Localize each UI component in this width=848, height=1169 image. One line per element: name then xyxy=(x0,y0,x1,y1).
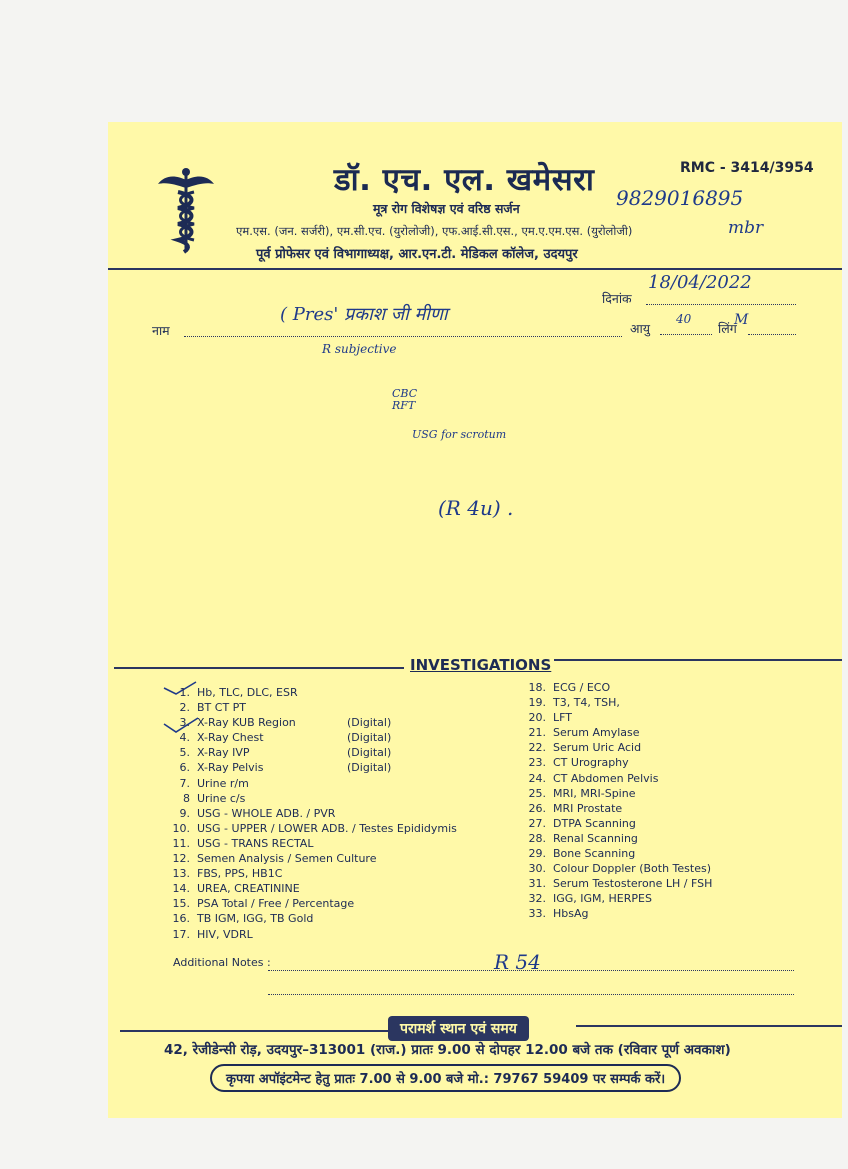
investigation-number: 8 xyxy=(183,791,190,805)
investigation-label: Urine c/s xyxy=(197,791,246,805)
appointment-note: कृपया अपॉइंटमेन्ट हेतु प्रातः 7.00 से 9.00 बजे मो.: 79767 59409 पर सम्पर्क करें। xyxy=(210,1064,681,1092)
investigation-label: X-Ray Pelvis xyxy=(197,761,264,775)
investigation-label: Colour Doppler (Both Testes) xyxy=(553,862,711,876)
doctor-former-post: पूर्व प्रोफेसर एवं विभागाध्यक्ष, आर.एन.टी. मेडिकल कॉलेज, उदयपुर xyxy=(256,247,578,262)
investigation-label: Serum Uric Acid xyxy=(553,741,642,755)
additional-notes-handwritten: R 54 xyxy=(494,950,541,974)
investigation-digital-tag: (Digital) xyxy=(347,731,392,745)
investigation-number: 25. xyxy=(528,786,546,800)
investigation-label: MRI Prostate xyxy=(553,801,623,815)
investigation-number: 33. xyxy=(528,907,546,921)
investigation-label: USG - TRANS RECTAL xyxy=(197,836,314,850)
handwritten-note-1: R subjective xyxy=(322,342,397,356)
investigation-label: X-Ray IVP xyxy=(197,746,250,760)
investigation-label: X-Ray Chest xyxy=(197,731,264,745)
investigations-title: INVESTIGATIONS xyxy=(410,656,552,674)
additional-notes-label: Additional Notes : xyxy=(173,956,271,969)
investigation-item xyxy=(520,891,820,906)
investigation-label: MRI, MRI-Spine xyxy=(553,786,636,800)
sex-line xyxy=(748,334,796,335)
clinic-address: 42, रेजीडेन्सी रोड़, उदयपुर–313001 (राज.) प्रातः 9.00 से दोपहर 12.00 बजे तक (रविवार पूर्ण अवकाश) xyxy=(164,1042,731,1058)
investigation-number: 7. xyxy=(179,776,190,790)
footer-title: परामर्श स्थान एवं समय xyxy=(388,1016,529,1041)
investigation-number: 28. xyxy=(528,831,546,845)
investigation-item xyxy=(164,896,484,911)
investigation-item xyxy=(520,876,820,891)
investigation-item xyxy=(520,680,820,695)
handwritten-note-usg: USG for scrotum xyxy=(412,428,507,441)
investigation-number: 24. xyxy=(528,771,546,785)
patient-name: ( Pres' प्रकाश जी मीणा xyxy=(280,304,448,325)
footer-divider-left xyxy=(120,1030,388,1032)
header-divider xyxy=(108,268,842,270)
investigation-label: FBS, PPS, HB1C xyxy=(197,867,283,881)
investigation-item xyxy=(164,715,484,730)
investigation-number: 13. xyxy=(172,867,190,881)
investigation-number: 15. xyxy=(172,897,190,911)
handwritten-note-review: (R 4u) . xyxy=(438,496,514,520)
investigation-label: Serum Amylase xyxy=(553,726,640,740)
date-value: 18/04/2022 xyxy=(648,272,752,293)
investigation-number: 5. xyxy=(179,746,190,760)
investigation-item xyxy=(164,730,484,745)
investigations-left-column xyxy=(164,685,484,942)
investigation-number: 14. xyxy=(172,882,190,896)
investigation-label: Urine r/m xyxy=(197,776,249,790)
investigation-item xyxy=(164,806,484,821)
investigation-digital-tag: (Digital) xyxy=(347,746,392,760)
investigation-item xyxy=(520,740,820,755)
handwritten-note-rft: RFT xyxy=(392,399,416,412)
handwritten-phone: 9829016895 xyxy=(616,186,744,210)
investigation-number: 10. xyxy=(172,821,190,835)
investigation-number: 18. xyxy=(528,681,546,694)
investigation-number: 32. xyxy=(528,892,546,906)
investigation-item xyxy=(164,927,484,942)
doctor-degrees: एम.एस. (जन. सर्जरी), एम.सी.एच. (युरोलोजी), एफ.आई.सी.एस., एम.ए.एम.एस. (युरोलोजी) xyxy=(236,224,633,238)
investigation-item xyxy=(520,906,820,921)
investigation-label: Bone Scanning xyxy=(553,847,636,861)
investigation-number: 23. xyxy=(528,756,546,770)
investigation-number: 29. xyxy=(528,847,546,861)
investigation-item xyxy=(520,695,820,710)
handwritten-initials: mbr xyxy=(728,218,764,238)
investigation-number: 19. xyxy=(528,696,546,710)
investigation-item xyxy=(164,791,484,806)
investigation-number: 3. xyxy=(179,716,190,730)
patient-age: 40 xyxy=(676,312,692,326)
investigation-label: CT Urography xyxy=(553,756,629,770)
investigation-item xyxy=(164,685,484,700)
investigation-number: 26. xyxy=(528,801,546,815)
investigation-item xyxy=(520,771,820,786)
investigation-item xyxy=(520,861,820,876)
investigations-divider-left xyxy=(114,667,404,669)
investigation-item xyxy=(520,710,820,725)
investigation-item xyxy=(164,745,484,760)
handwritten-note-cbc: CBC xyxy=(392,387,418,400)
investigation-label: IGG, IGM, HERPES xyxy=(553,892,652,906)
date-label: दिनांक xyxy=(602,291,632,306)
doctor-specialty: मूत्र रोग विशेषज्ञ एवं वरिष्ठ सर्जन xyxy=(373,201,520,216)
investigation-number: 1. xyxy=(179,686,190,699)
investigation-item xyxy=(520,725,820,740)
investigation-label: HIV, VDRL xyxy=(197,927,253,941)
investigation-number: 27. xyxy=(528,816,546,830)
investigation-label: T3, T4, TSH, xyxy=(553,696,620,710)
prescription-sheet xyxy=(108,122,842,1118)
investigation-digital-tag: (Digital) xyxy=(347,716,392,730)
investigation-item xyxy=(520,786,820,801)
investigation-item xyxy=(164,776,484,791)
investigation-number: 11. xyxy=(172,836,190,850)
investigation-label: BT CT PT xyxy=(197,701,247,715)
date-line xyxy=(646,304,796,305)
handwritten-note-2 xyxy=(392,388,417,412)
investigation-item xyxy=(164,881,484,896)
investigation-label: Hb, TLC, DLC, ESR xyxy=(197,686,298,699)
investigation-number: 6. xyxy=(179,761,190,775)
investigation-item xyxy=(520,801,820,816)
investigation-number: 21. xyxy=(528,726,546,740)
investigation-label: Semen Analysis / Semen Culture xyxy=(197,852,377,866)
investigation-number: 9. xyxy=(179,806,190,820)
footer-divider-right xyxy=(576,1025,842,1027)
investigation-label: HbsAg xyxy=(553,907,589,921)
name-label: नाम xyxy=(152,323,170,338)
investigation-number: 20. xyxy=(528,711,546,725)
investigation-item xyxy=(164,700,484,715)
caduceus-logo xyxy=(156,166,216,256)
investigations-divider-right xyxy=(554,659,842,661)
additional-notes-line-2 xyxy=(268,994,794,995)
investigation-label: LFT xyxy=(553,711,572,725)
investigation-number: 22. xyxy=(528,741,546,755)
investigation-item xyxy=(164,836,484,851)
investigation-item xyxy=(164,911,484,926)
investigation-label: ECG / ECO xyxy=(553,681,611,694)
investigation-number: 30. xyxy=(528,862,546,876)
investigation-label: X-Ray KUB Region xyxy=(197,716,296,730)
registration-number: RMC - 3414/3954 xyxy=(680,160,814,176)
investigation-item xyxy=(164,866,484,881)
investigation-number: 12. xyxy=(172,852,190,866)
investigation-number: 16. xyxy=(172,912,190,926)
investigation-label: Serum Testosterone LH / FSH xyxy=(553,877,713,891)
investigation-label: TB IGM, IGG, TB Gold xyxy=(197,912,314,926)
investigation-item xyxy=(164,821,484,836)
investigations-right-column xyxy=(520,680,820,922)
investigation-label: UREA, CREATININE xyxy=(197,882,300,896)
investigation-digital-tag: (Digital) xyxy=(347,761,392,775)
age-line xyxy=(660,334,712,335)
investigation-label: USG - WHOLE ADB. / PVR xyxy=(197,806,336,820)
investigation-item xyxy=(164,851,484,866)
investigation-number: 17. xyxy=(172,927,190,941)
doctor-name: डॉ. एच. एल. खमेसरा xyxy=(334,162,595,198)
investigation-number: 2. xyxy=(179,701,190,715)
name-line xyxy=(184,336,622,337)
investigation-item xyxy=(520,846,820,861)
sex-label: लिंग xyxy=(718,321,737,336)
patient-sex: M xyxy=(734,312,749,328)
investigation-label: USG - UPPER / LOWER ADB. / Testes Epididymis xyxy=(197,821,457,835)
investigation-label: CT Abdomen Pelvis xyxy=(553,771,659,785)
investigation-number: 4. xyxy=(179,731,190,745)
investigation-item xyxy=(520,816,820,831)
investigation-item xyxy=(520,831,820,846)
investigation-item xyxy=(520,755,820,770)
investigation-label: PSA Total / Free / Percentage xyxy=(197,897,355,911)
investigation-label: DTPA Scanning xyxy=(553,816,636,830)
age-label: आयु xyxy=(630,321,651,336)
investigation-number: 31. xyxy=(528,877,546,891)
investigation-item xyxy=(164,760,484,775)
investigation-label: Renal Scanning xyxy=(553,831,638,845)
